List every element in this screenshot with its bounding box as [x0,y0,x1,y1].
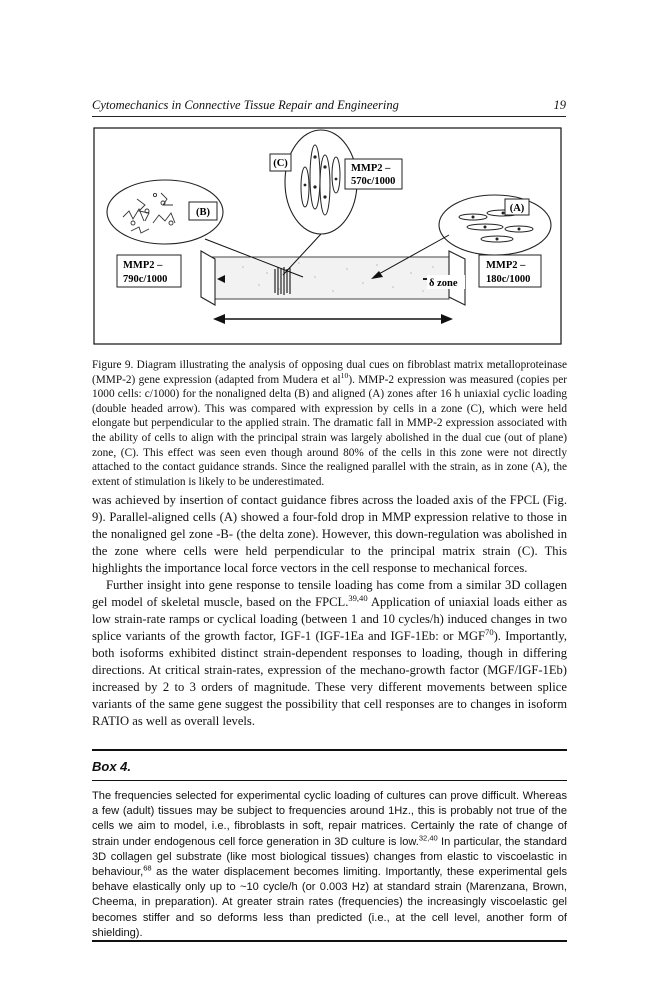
box-rule-bottom [92,940,567,942]
box-ref-1: 32,40 [418,832,438,842]
para2-ref-2: 70 [485,626,494,637]
left-end-block [201,251,215,305]
body-paragraph-1: was achieved by insertion of contact guidance fibres across the loaded axis of the FPCL (Fig. 9). Parallel-aligned cells (A) showed a four-fold drop in MMP expression relative to those in the nonaligned gel zone -B- (the delta zone). However, this down-regulation was abolished in the zone where cells were held perpendicular to the principal matrix strain (C). This highlights the importance local force vectors in the cell response to mechanical forces. [92,493,567,575]
box-rule-top [92,749,567,751]
double-headed-arrow [213,314,453,324]
box-ref-2: 68 [143,863,152,873]
running-head [92,98,566,117]
mmp-a-line2: 180c/1000 [486,274,531,285]
label-c: (C) [273,158,288,169]
box-text [92,789,567,941]
para2-part-a: Further insight into gene response to tensile loading has come from a similar 3D collagen gel model of skeletal muscle, based on the FPCL. [92,578,567,609]
box-text-a: The frequencies selected for experimental cyclic loading of cultures can prove difficult. Whereas a few (adult) tissues may be subject to frequencies around 1Hz., this is probably not true of the cells we aim to model, i.e., fibroblasts in soft, repair matrices. Certainly the rate of change of strain under endogenous cell force generation in 3D culture is low. [92,790,567,848]
mmp-c-line1: MMP2 – [351,163,391,174]
caption-part-2: ). MMP-2 expression was measured (copies per 1000 cells: c/1000) for the nonaligned delta (B) and aligned (A) zones after 16 h uniaxial cyclic loading (double headed arrow). This was compared with expression by cells in a zone (C), which were held elongate but perpendicular to the applied strain. The dramatic fall in MMP-2 expression associated with the ability of cells to align with the principal strain was largely abolished in the dual cue (out of plane) zone, (C). This effect was seen even though around 80% of the cells in this zone were not directly attached to the contact guidance strands. Since the realigned parallel with the strain, as in zone (A), the extent of stimulation is likely to be underestimated. [92,373,567,488]
para2-part-b: Application of uniaxial loads either as low strain-rate ramps or cyclical loading (between 1 and 10 cycles/h) induced changes in two splice variants of the growth factor, IGF-1 (IGF-1Ea and IGF-1Eb: or MGF [92,595,568,643]
gel-strip [211,257,449,299]
mmp-c-line2: 570c/1000 [351,176,396,187]
body-paragraph-2 [92,577,567,730]
caption-part-1: Figure 9. Diagram illustrating the analysis of opposing dual cues on fibroblast matrix metalloproteinase (MMP-2) gene expression (adapted from Mudera et al [92,359,567,386]
figure-svg [93,127,562,345]
box-text-c: as the water displacement becomes limiting. Importantly, these experimental gels behave elastically only up to ~10 cycle/h (or 0.003 Hz) at standard strain (Marenzana, Brown, Cheema, in preparation). At greater strain rates (frequencies) the increasingly viscoelastic gel becomes stiffer and so deforms less than predicted (i.e., at the cell level, another form of shielding). [92,866,567,939]
box-rule-mid [92,780,567,781]
running-head-title: Cytomechanics in Connective Tissue Repair and Engineering [92,98,399,112]
caption-ref-sup: 10 [340,370,349,380]
mmp-b-line1: MMP2 – [123,260,163,271]
page-number: 19 [553,98,566,112]
zone-label: δ zone [429,278,458,289]
figure-caption [92,358,567,489]
label-a: (A) [509,203,525,214]
para2-part-c: ). Importantly, both isoforms exhibited distinct strain-dependent responses to loading, though in differing directions. At critical strain-rates, expression of the mechano-growth factor (MGF/IGF-1Eb) increased by 2 to 3 orders of magnitude. These very different movements between splice variants of the same gene suggest the possibility that cell responses are to changes in isoform RATIO as well as overall levels. [92,629,567,728]
body-text [92,492,567,730]
box-heading: Box 4. [92,759,132,774]
mmp-a-line1: MMP2 – [486,260,526,271]
box-text-b: In particular, the standard 3D collagen gel substrate (like most biological tissues) changes from elastic to viscoelastic in behaviour, [92,835,567,879]
figure-9-diagram [93,127,562,345]
label-b: (B) [196,207,210,218]
para2-ref-1: 39,40 [348,592,368,603]
mmp-b-line2: 790c/1000 [123,274,168,285]
